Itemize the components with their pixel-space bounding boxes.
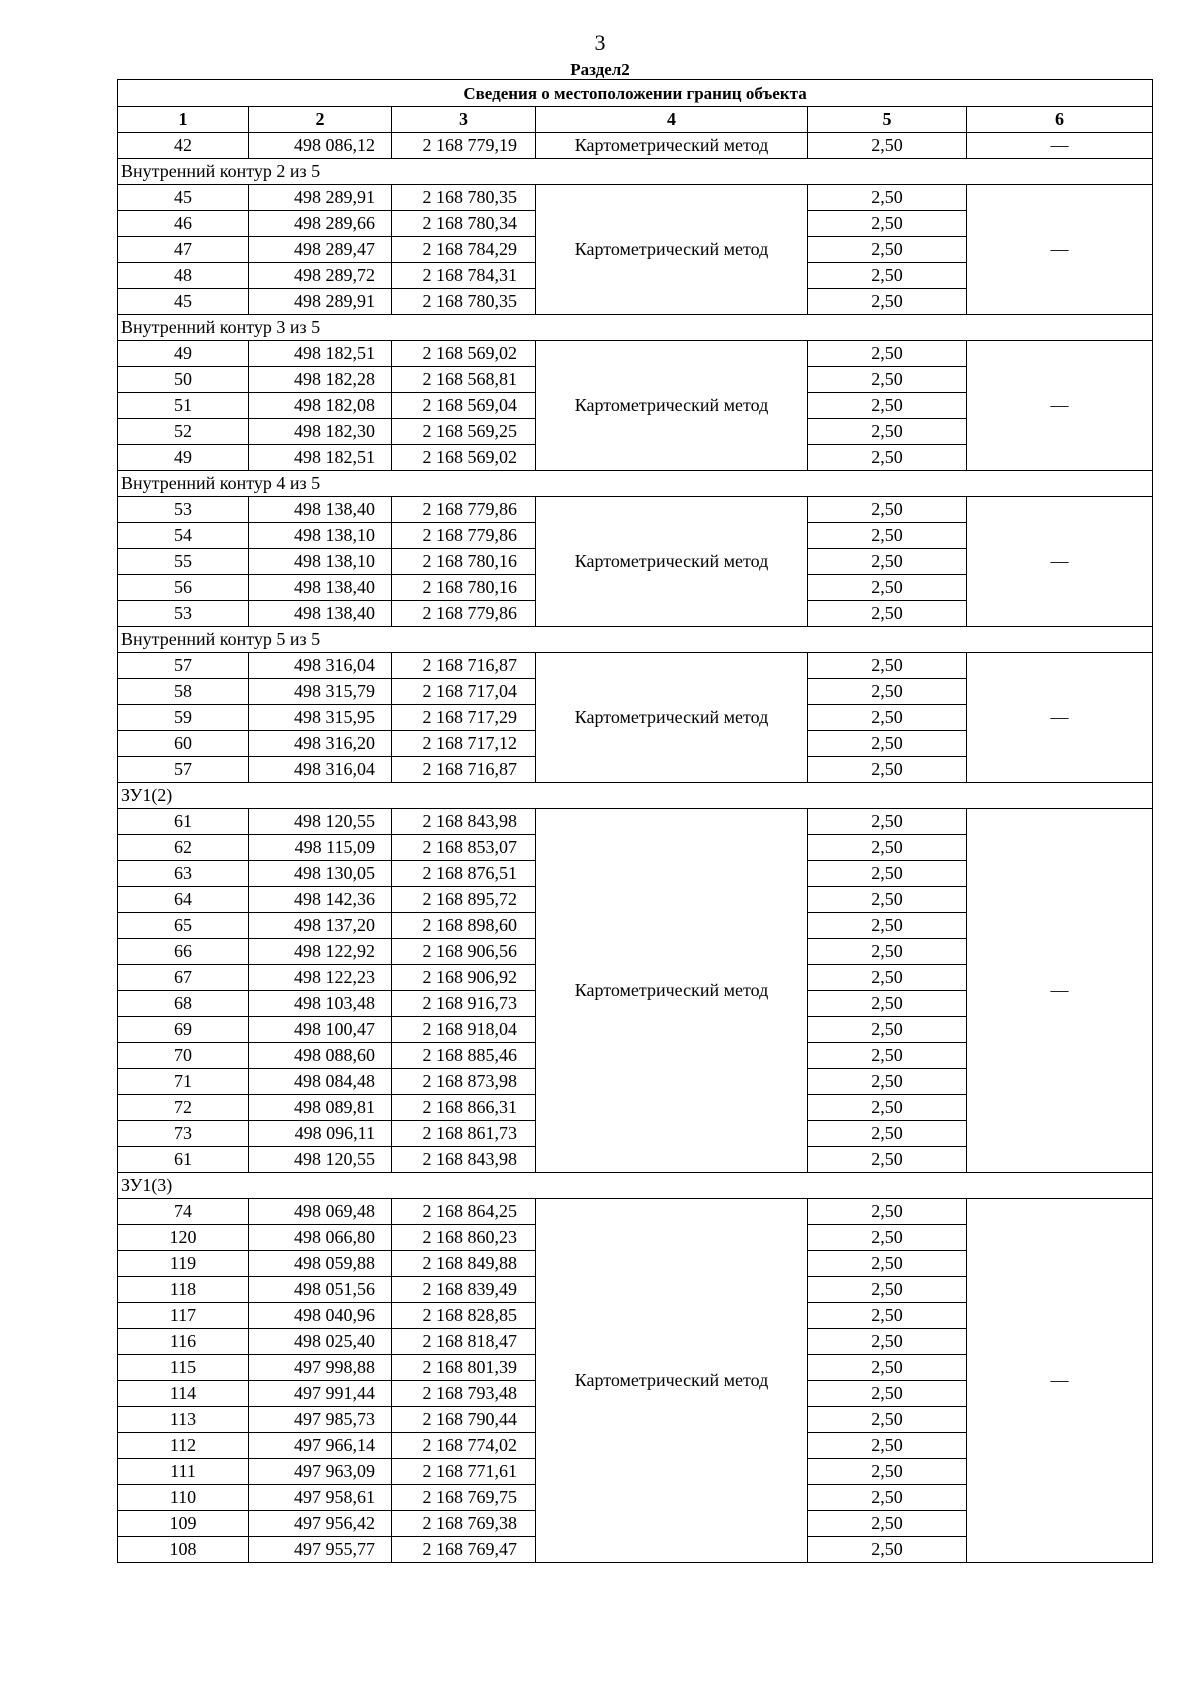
precision-value: 2,50 bbox=[808, 1017, 967, 1043]
method-cell: Картометрический метод bbox=[536, 341, 808, 471]
coordinate-x: 498 130,05 bbox=[249, 861, 392, 887]
point-number: 108 bbox=[118, 1537, 249, 1563]
coordinate-y: 2 168 779,86 bbox=[392, 497, 536, 523]
precision-value: 2,50 bbox=[808, 1251, 967, 1277]
precision-value: 2,50 bbox=[808, 367, 967, 393]
precision-value: 2,50 bbox=[808, 549, 967, 575]
precision-value: 2,50 bbox=[808, 1433, 967, 1459]
point-number: 114 bbox=[118, 1381, 249, 1407]
precision-value: 2,50 bbox=[808, 445, 967, 471]
coordinate-x: 498 289,91 bbox=[249, 289, 392, 315]
precision-value: 2,50 bbox=[808, 1407, 967, 1433]
coordinate-y: 2 168 906,56 bbox=[392, 939, 536, 965]
point-number: 49 bbox=[118, 445, 249, 471]
point-number: 70 bbox=[118, 1043, 249, 1069]
coordinate-x: 498 138,10 bbox=[249, 549, 392, 575]
method-cell: Картометрический метод bbox=[536, 497, 808, 627]
coordinate-y: 2 168 873,98 bbox=[392, 1069, 536, 1095]
group-row bbox=[118, 627, 1153, 653]
column-header: 5 bbox=[808, 107, 967, 133]
point-number: 55 bbox=[118, 549, 249, 575]
coordinate-y: 2 168 717,29 bbox=[392, 705, 536, 731]
dash-cell: — bbox=[967, 133, 1153, 159]
group-label: ЗУ1(2) bbox=[118, 783, 1153, 809]
point-number: 56 bbox=[118, 575, 249, 601]
coordinate-y: 2 168 916,73 bbox=[392, 991, 536, 1017]
point-number: 118 bbox=[118, 1277, 249, 1303]
coordinate-x: 498 142,36 bbox=[249, 887, 392, 913]
point-number: 73 bbox=[118, 1121, 249, 1147]
coordinate-y: 2 168 769,47 bbox=[392, 1537, 536, 1563]
coordinate-y: 2 168 885,46 bbox=[392, 1043, 536, 1069]
precision-value: 2,50 bbox=[808, 1459, 967, 1485]
coordinate-x: 498 138,40 bbox=[249, 497, 392, 523]
precision-value: 2,50 bbox=[808, 809, 967, 835]
coordinate-y: 2 168 843,98 bbox=[392, 809, 536, 835]
precision-value: 2,50 bbox=[808, 887, 967, 913]
coordinate-x: 498 316,04 bbox=[249, 653, 392, 679]
coordinate-x: 497 958,61 bbox=[249, 1485, 392, 1511]
coordinate-x: 498 289,47 bbox=[249, 237, 392, 263]
coordinate-x: 498 182,08 bbox=[249, 393, 392, 419]
coordinate-x: 497 955,77 bbox=[249, 1537, 392, 1563]
page-number: 3 bbox=[594, 30, 606, 55]
precision-value: 2,50 bbox=[808, 991, 967, 1017]
coordinate-y: 2 168 568,81 bbox=[392, 367, 536, 393]
coordinate-x: 498 138,40 bbox=[249, 575, 392, 601]
point-number: 116 bbox=[118, 1329, 249, 1355]
coordinate-x: 498 122,23 bbox=[249, 965, 392, 991]
coordinate-x: 498 096,11 bbox=[249, 1121, 392, 1147]
coordinate-y: 2 168 906,92 bbox=[392, 965, 536, 991]
precision-value: 2,50 bbox=[808, 575, 967, 601]
group-label: ЗУ1(3) bbox=[118, 1173, 1153, 1199]
coordinate-y: 2 168 895,72 bbox=[392, 887, 536, 913]
coordinate-x: 498 084,48 bbox=[249, 1069, 392, 1095]
point-number: 53 bbox=[118, 601, 249, 627]
coordinate-y: 2 168 779,86 bbox=[392, 523, 536, 549]
coordinate-x: 498 182,51 bbox=[249, 341, 392, 367]
coordinate-x: 498 120,55 bbox=[249, 809, 392, 835]
coordinate-y: 2 168 853,07 bbox=[392, 835, 536, 861]
point-number: 65 bbox=[118, 913, 249, 939]
precision-value: 2,50 bbox=[808, 861, 967, 887]
dash-cell: — bbox=[967, 497, 1153, 627]
coordinate-x: 498 120,55 bbox=[249, 1147, 392, 1173]
column-header: 1 bbox=[118, 107, 249, 133]
coordinate-x: 498 088,60 bbox=[249, 1043, 392, 1069]
dash-cell: — bbox=[967, 809, 1153, 1173]
section-title: Раздел2 bbox=[570, 60, 630, 79]
coordinate-x: 498 137,20 bbox=[249, 913, 392, 939]
coordinate-y: 2 168 843,98 bbox=[392, 1147, 536, 1173]
coordinate-y: 2 168 793,48 bbox=[392, 1381, 536, 1407]
point-number: 61 bbox=[118, 809, 249, 835]
precision-value: 2,50 bbox=[808, 1225, 967, 1251]
dash-cell: — bbox=[967, 185, 1153, 315]
precision-value: 2,50 bbox=[808, 1355, 967, 1381]
precision-value: 2,50 bbox=[808, 1121, 967, 1147]
group-row bbox=[118, 783, 1153, 809]
coordinate-y: 2 168 861,73 bbox=[392, 1121, 536, 1147]
method-cell: Картометрический метод bbox=[536, 809, 808, 1173]
point-number: 68 bbox=[118, 991, 249, 1017]
coordinate-y: 2 168 849,88 bbox=[392, 1251, 536, 1277]
coordinate-x: 498 182,51 bbox=[249, 445, 392, 471]
table-row bbox=[118, 133, 1153, 159]
coordinate-y: 2 168 779,86 bbox=[392, 601, 536, 627]
point-number: 60 bbox=[118, 731, 249, 757]
column-header: 2 bbox=[249, 107, 392, 133]
table-row bbox=[118, 1199, 1153, 1225]
point-number: 74 bbox=[118, 1199, 249, 1225]
coordinate-x: 498 086,12 bbox=[249, 133, 392, 159]
precision-value: 2,50 bbox=[808, 731, 967, 757]
precision-value: 2,50 bbox=[808, 523, 967, 549]
table-row bbox=[118, 497, 1153, 523]
precision-value: 2,50 bbox=[808, 1199, 967, 1225]
coordinate-y: 2 168 780,16 bbox=[392, 549, 536, 575]
precision-value: 2,50 bbox=[808, 913, 967, 939]
coordinate-y: 2 168 864,25 bbox=[392, 1199, 536, 1225]
coordinate-x: 498 182,30 bbox=[249, 419, 392, 445]
point-number: 69 bbox=[118, 1017, 249, 1043]
coordinate-y: 2 168 780,16 bbox=[392, 575, 536, 601]
point-number: 110 bbox=[118, 1485, 249, 1511]
coordinate-y: 2 168 717,12 bbox=[392, 731, 536, 757]
point-number: 45 bbox=[118, 185, 249, 211]
coordinate-y: 2 168 876,51 bbox=[392, 861, 536, 887]
coordinate-y: 2 168 569,04 bbox=[392, 393, 536, 419]
coordinate-y: 2 168 569,02 bbox=[392, 341, 536, 367]
point-number: 113 bbox=[118, 1407, 249, 1433]
coordinate-y: 2 168 801,39 bbox=[392, 1355, 536, 1381]
table-row bbox=[118, 809, 1153, 835]
group-row bbox=[118, 315, 1153, 341]
coordinate-x: 497 985,73 bbox=[249, 1407, 392, 1433]
precision-value: 2,50 bbox=[808, 263, 967, 289]
coordinate-y: 2 168 866,31 bbox=[392, 1095, 536, 1121]
point-number: 59 bbox=[118, 705, 249, 731]
coordinate-y: 2 168 569,02 bbox=[392, 445, 536, 471]
table-caption: Сведения о местоположении границ объекта bbox=[118, 80, 1153, 107]
precision-value: 2,50 bbox=[808, 679, 967, 705]
column-header: 3 bbox=[392, 107, 536, 133]
coordinate-y: 2 168 918,04 bbox=[392, 1017, 536, 1043]
precision-value: 2,50 bbox=[808, 185, 967, 211]
precision-value: 2,50 bbox=[808, 1303, 967, 1329]
precision-value: 2,50 bbox=[808, 601, 967, 627]
precision-value: 2,50 bbox=[808, 1511, 967, 1537]
point-number: 50 bbox=[118, 367, 249, 393]
point-number: 66 bbox=[118, 939, 249, 965]
coordinate-x: 497 991,44 bbox=[249, 1381, 392, 1407]
coordinate-y: 2 168 818,47 bbox=[392, 1329, 536, 1355]
precision-value: 2,50 bbox=[808, 1069, 967, 1095]
point-number: 54 bbox=[118, 523, 249, 549]
point-number: 52 bbox=[118, 419, 249, 445]
precision-value: 2,50 bbox=[808, 419, 967, 445]
coordinate-x: 498 315,79 bbox=[249, 679, 392, 705]
group-row bbox=[118, 471, 1153, 497]
point-number: 46 bbox=[118, 211, 249, 237]
method-cell: Картометрический метод bbox=[536, 1199, 808, 1563]
group-label: Внутренний контур 4 из 5 bbox=[118, 471, 1153, 497]
coordinate-y: 2 168 717,04 bbox=[392, 679, 536, 705]
coordinate-x: 498 316,20 bbox=[249, 731, 392, 757]
coordinate-x: 498 289,66 bbox=[249, 211, 392, 237]
group-label: Внутренний контур 3 из 5 bbox=[118, 315, 1153, 341]
point-number: 57 bbox=[118, 757, 249, 783]
point-number: 72 bbox=[118, 1095, 249, 1121]
point-number: 120 bbox=[118, 1225, 249, 1251]
group-label: Внутренний контур 5 из 5 bbox=[118, 627, 1153, 653]
point-number: 57 bbox=[118, 653, 249, 679]
precision-value: 2,50 bbox=[808, 133, 967, 159]
coordinate-y: 2 168 898,60 bbox=[392, 913, 536, 939]
coordinate-x: 497 998,88 bbox=[249, 1355, 392, 1381]
coordinate-x: 498 040,96 bbox=[249, 1303, 392, 1329]
dash-cell: — bbox=[967, 653, 1153, 783]
point-number: 71 bbox=[118, 1069, 249, 1095]
table-body bbox=[118, 133, 1153, 1563]
coordinate-x: 498 315,95 bbox=[249, 705, 392, 731]
point-number: 111 bbox=[118, 1459, 249, 1485]
precision-value: 2,50 bbox=[808, 393, 967, 419]
precision-value: 2,50 bbox=[808, 237, 967, 263]
precision-value: 2,50 bbox=[808, 1095, 967, 1121]
dash-cell: — bbox=[967, 341, 1153, 471]
point-number: 42 bbox=[118, 133, 249, 159]
precision-value: 2,50 bbox=[808, 1381, 967, 1407]
point-number: 48 bbox=[118, 263, 249, 289]
precision-value: 2,50 bbox=[808, 289, 967, 315]
precision-value: 2,50 bbox=[808, 341, 967, 367]
coordinate-x: 497 956,42 bbox=[249, 1511, 392, 1537]
coordinate-y: 2 168 839,49 bbox=[392, 1277, 536, 1303]
coordinate-y: 2 168 716,87 bbox=[392, 653, 536, 679]
point-number: 63 bbox=[118, 861, 249, 887]
point-number: 119 bbox=[118, 1251, 249, 1277]
coordinate-y: 2 168 780,34 bbox=[392, 211, 536, 237]
coordinate-y: 2 168 716,87 bbox=[392, 757, 536, 783]
column-header: 6 bbox=[967, 107, 1153, 133]
point-number: 62 bbox=[118, 835, 249, 861]
coordinate-y: 2 168 784,31 bbox=[392, 263, 536, 289]
table-row bbox=[118, 341, 1153, 367]
coordinate-x: 498 025,40 bbox=[249, 1329, 392, 1355]
coordinate-x: 498 289,91 bbox=[249, 185, 392, 211]
coordinate-x: 498 138,10 bbox=[249, 523, 392, 549]
coordinate-x: 498 069,48 bbox=[249, 1199, 392, 1225]
point-number: 112 bbox=[118, 1433, 249, 1459]
coordinate-y: 2 168 780,35 bbox=[392, 185, 536, 211]
precision-value: 2,50 bbox=[808, 1277, 967, 1303]
point-number: 51 bbox=[118, 393, 249, 419]
coordinate-y: 2 168 769,75 bbox=[392, 1485, 536, 1511]
precision-value: 2,50 bbox=[808, 211, 967, 237]
coordinate-x: 498 103,48 bbox=[249, 991, 392, 1017]
precision-value: 2,50 bbox=[808, 653, 967, 679]
table-row bbox=[118, 653, 1153, 679]
coordinate-x: 498 051,56 bbox=[249, 1277, 392, 1303]
coordinate-y: 2 168 860,23 bbox=[392, 1225, 536, 1251]
precision-value: 2,50 bbox=[808, 497, 967, 523]
coordinate-x: 497 966,14 bbox=[249, 1433, 392, 1459]
coordinates-table bbox=[117, 79, 1153, 1563]
coordinate-x: 498 138,40 bbox=[249, 601, 392, 627]
coordinate-x: 498 100,47 bbox=[249, 1017, 392, 1043]
precision-value: 2,50 bbox=[808, 1485, 967, 1511]
coordinate-x: 498 316,04 bbox=[249, 757, 392, 783]
point-number: 53 bbox=[118, 497, 249, 523]
coordinate-x: 497 963,09 bbox=[249, 1459, 392, 1485]
coordinate-y: 2 168 769,38 bbox=[392, 1511, 536, 1537]
column-header: 4 bbox=[536, 107, 808, 133]
coordinate-y: 2 168 771,61 bbox=[392, 1459, 536, 1485]
coordinate-x: 498 066,80 bbox=[249, 1225, 392, 1251]
coordinate-x: 498 289,72 bbox=[249, 263, 392, 289]
group-label: Внутренний контур 2 из 5 bbox=[118, 159, 1153, 185]
point-number: 61 bbox=[118, 1147, 249, 1173]
point-number: 115 bbox=[118, 1355, 249, 1381]
coordinate-y: 2 168 569,25 bbox=[392, 419, 536, 445]
point-number: 49 bbox=[118, 341, 249, 367]
precision-value: 2,50 bbox=[808, 835, 967, 861]
method-cell: Картометрический метод bbox=[536, 185, 808, 315]
table-row bbox=[118, 185, 1153, 211]
precision-value: 2,50 bbox=[808, 1537, 967, 1563]
point-number: 67 bbox=[118, 965, 249, 991]
precision-value: 2,50 bbox=[808, 705, 967, 731]
point-number: 47 bbox=[118, 237, 249, 263]
precision-value: 2,50 bbox=[808, 965, 967, 991]
point-number: 117 bbox=[118, 1303, 249, 1329]
precision-value: 2,50 bbox=[808, 939, 967, 965]
coordinate-y: 2 168 828,85 bbox=[392, 1303, 536, 1329]
coordinate-x: 498 122,92 bbox=[249, 939, 392, 965]
coordinate-x: 498 089,81 bbox=[249, 1095, 392, 1121]
coordinate-y: 2 168 779,19 bbox=[392, 133, 536, 159]
point-number: 64 bbox=[118, 887, 249, 913]
coordinate-y: 2 168 774,02 bbox=[392, 1433, 536, 1459]
precision-value: 2,50 bbox=[808, 1147, 967, 1173]
precision-value: 2,50 bbox=[808, 757, 967, 783]
coordinate-x: 498 059,88 bbox=[249, 1251, 392, 1277]
point-number: 45 bbox=[118, 289, 249, 315]
precision-value: 2,50 bbox=[808, 1329, 967, 1355]
coordinate-y: 2 168 780,35 bbox=[392, 289, 536, 315]
coordinate-x: 498 115,09 bbox=[249, 835, 392, 861]
method-cell: Картометрический метод bbox=[536, 653, 808, 783]
dash-cell: — bbox=[967, 1199, 1153, 1563]
group-row bbox=[118, 159, 1153, 185]
group-row bbox=[118, 1173, 1153, 1199]
coordinate-y: 2 168 790,44 bbox=[392, 1407, 536, 1433]
method-cell: Картометрический метод bbox=[536, 133, 808, 159]
point-number: 109 bbox=[118, 1511, 249, 1537]
coordinate-x: 498 182,28 bbox=[249, 367, 392, 393]
coordinate-y: 2 168 784,29 bbox=[392, 237, 536, 263]
precision-value: 2,50 bbox=[808, 1043, 967, 1069]
point-number: 58 bbox=[118, 679, 249, 705]
